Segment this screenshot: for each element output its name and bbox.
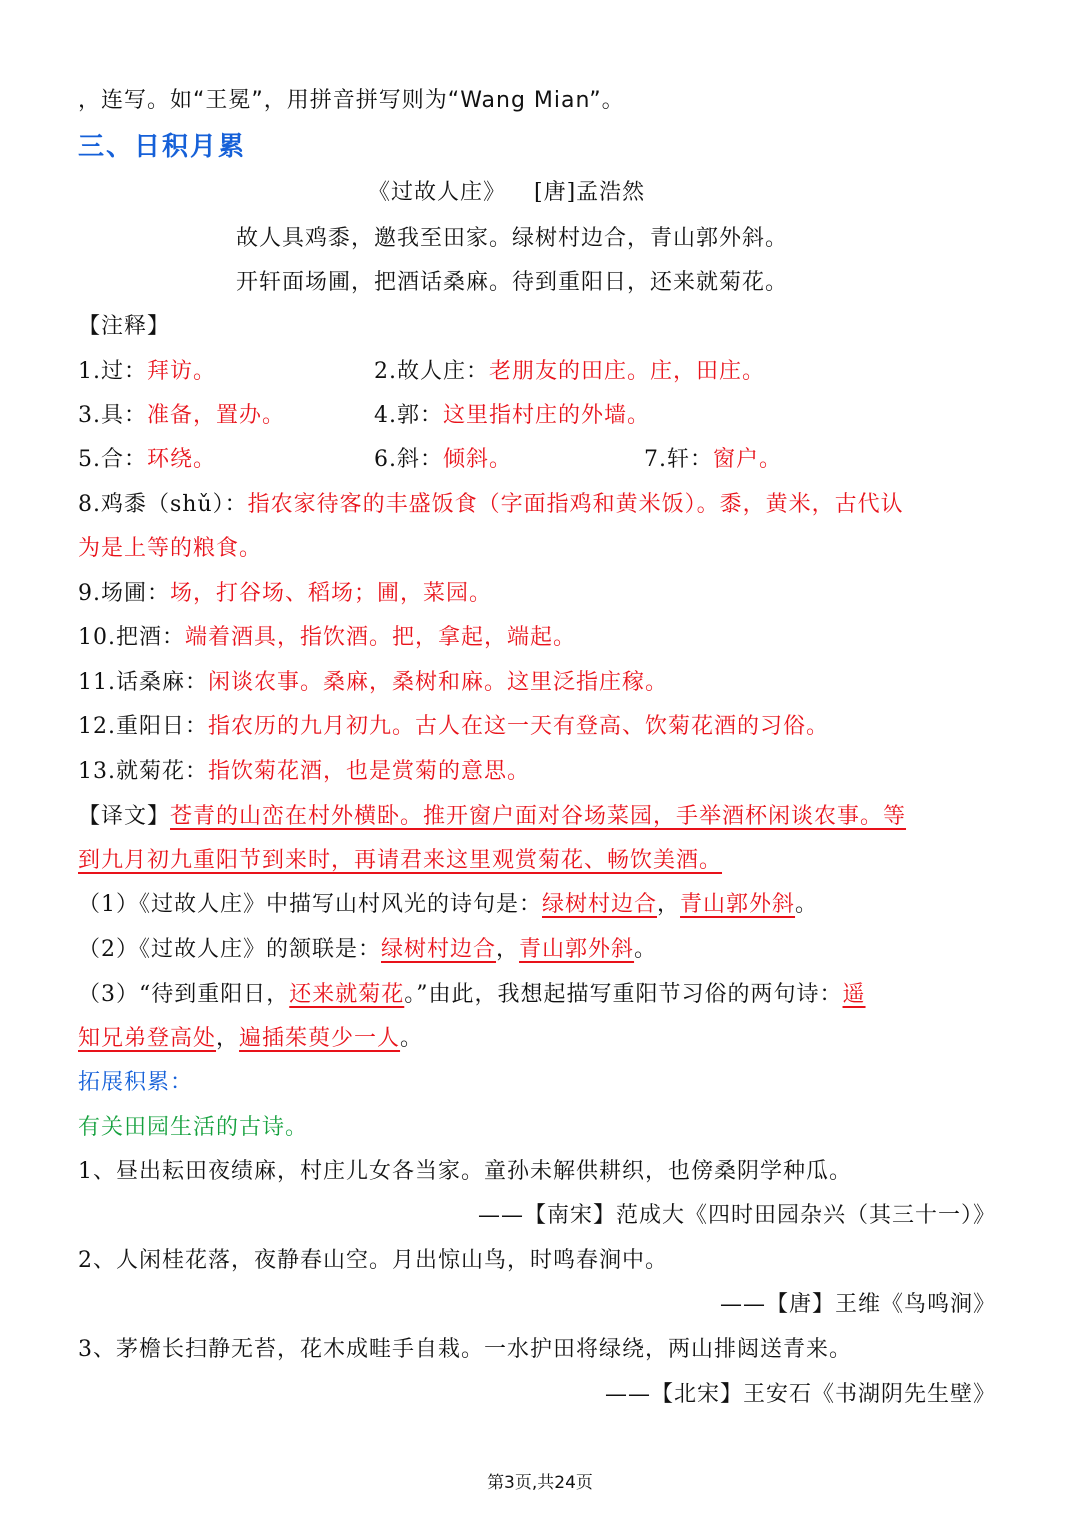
page-number: 第3页,共24页 (487, 1473, 593, 1493)
poem-title: 《过故人庄》 (368, 180, 507, 205)
translation-line-2: 到九月初九重阳节到来时，再请君来这里观赏菊花、畅饮美酒。 (78, 848, 723, 873)
expand-title: 拓展积累： (78, 1070, 194, 1095)
answer-3c: 知兄弟登高处 (78, 1026, 217, 1051)
expand-source-1: ——【南宋】范成大《四时田园杂兴（其三十一）》 (477, 1203, 996, 1228)
answer-3b: 遥 (842, 982, 866, 1007)
expand-poem-2: 2、人闲桂花落，夜静春山空。月出惊山鸟，时鸣春涧中。 (78, 1248, 668, 1273)
answer-2a: 绿树村边合 (381, 937, 497, 962)
section-title: 三、日积月累 (78, 132, 247, 162)
question-2: （2）《过故人庄》的颔联是：绿树村边合，青山郭外斜。 (78, 937, 658, 962)
expand-source-2: ——【唐】王维《鸟鸣涧》 (719, 1292, 996, 1317)
question-3: （3）“待到重阳日，还来就菊花。”由此，我想起描写重阳节习俗的两句诗：遥 (78, 982, 866, 1007)
note-5: 5.合：环绕。 (78, 447, 217, 472)
answer-1a: 绿树村边合 (542, 892, 658, 917)
expand-subtitle: 有关田园生活的古诗。 (78, 1115, 309, 1140)
expand-poem-3: 3、茅檐长扫静无苔，花木成畦手自栽。一水护田将绿绕，两山排闼送青来。 (78, 1337, 852, 1362)
expand-poem-1: 1、昼出耘田夜绩麻，村庄儿女各当家。童孙未解供耕织，也傍桑阴学种瓜。 (78, 1159, 852, 1184)
poem-line-2: 开轩面场圃，把酒话桑麻。待到重阳日，还来就菊花。 (236, 270, 789, 295)
note-4: 4.郭：这里指村庄的外墙。 (374, 403, 651, 428)
note-8-cont: 为是上等的粮食。 (78, 536, 263, 561)
note-7: 7.轩：窗户。 (644, 447, 783, 472)
note-8: 8.鸡黍（shǔ）：指农家待客的丰盛饭食（字面指鸡和黄米饭）。黍，黄米，古代认 (78, 492, 904, 517)
answer-1b: 青山郭外斜 (680, 892, 796, 917)
poem-line-1: 故人具鸡黍，邀我至田家。绿树村边合，青山郭外斜。 (236, 226, 789, 251)
answer-3a: 还来就菊花 (289, 982, 405, 1007)
note-9: 9.场圃：场，打谷场、稻场；圃，菜园。 (78, 581, 493, 606)
note-11: 11.话桑麻：闲谈农事。桑麻，桑树和麻。这里泛指庄稼。 (78, 670, 669, 695)
intro-line: ，连写。如“王冕”，用拼音拼写则为“Wang Mian”。 (78, 88, 625, 113)
note-12: 12.重阳日：指农历的九月初九。古人在这一天有登高、饮菊花酒的习俗。 (78, 714, 830, 739)
answer-2b: 青山郭外斜 (519, 937, 635, 962)
note-1: 1.过：拜访。 (78, 359, 217, 384)
note-10: 10.把酒：端着酒具，指饮酒。把，拿起，端起。 (78, 625, 577, 650)
answer-3d: 遍插茱萸少一人 (239, 1026, 401, 1051)
note-13: 13.就菊花：指饮菊花酒，也是赏菊的意思。 (78, 759, 531, 784)
note-2: 2.故人庄：老朋友的田庄。庄，田庄。 (374, 359, 766, 384)
expand-source-3: ——【北宋】王安石《书湖阴先生壁》 (604, 1382, 996, 1407)
poem-title-line (368, 178, 645, 208)
question-3-cont: 知兄弟登高处，遍插茱萸少一人。 (78, 1026, 424, 1051)
question-1: （1）《过故人庄》中描写山村风光的诗句是：绿树村边合，青山郭外斜。 (78, 892, 819, 917)
translation-line-1: 【译文】苍青的山峦在村外横卧。推开窗户面对谷场菜园，手举酒杯闲谈农事。等 (78, 804, 907, 829)
note-3: 3.具：准备，置办。 (78, 403, 286, 428)
poem-author: [唐]孟浩然 (534, 180, 646, 205)
note-6: 6.斜：倾斜。 (374, 447, 513, 472)
notes-header: 【注释】 (78, 314, 171, 339)
translation-label: 【译文】 (78, 804, 171, 829)
